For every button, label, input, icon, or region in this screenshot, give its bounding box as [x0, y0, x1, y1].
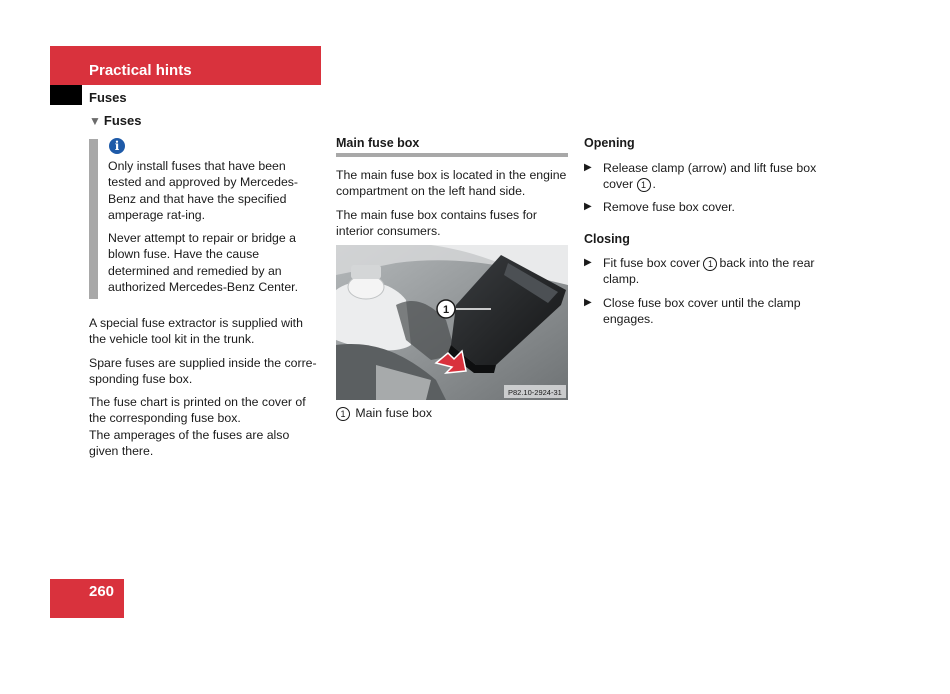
callout-number-badge: 1 — [336, 407, 350, 421]
step-text: Remove fuse box cover. — [603, 200, 735, 214]
step-text: Release clamp (arrow) and lift fuse box cover — [603, 161, 817, 192]
main-fuse-box-heading: Main fuse box — [336, 136, 420, 150]
instruction-step — [584, 160, 824, 193]
note-side-bar — [89, 139, 98, 299]
bullet-arrow-icon: ▶ — [584, 257, 592, 268]
engine-compartment-illustration — [336, 245, 568, 400]
photo-caption — [336, 405, 432, 421]
body-paragraph: A special fuse extractor is supplied with the vehicle tool kit in the trunk. — [89, 316, 303, 347]
bullet-arrow-icon: ▶ — [584, 201, 592, 212]
triangle-bullet-icon: ▼ — [89, 114, 101, 128]
note-paragraph: Only install fuses that have been tested and approved by Mercedes-Benz and that have the specified amperage rat-ing. — [108, 159, 299, 222]
photo-reference-code: P82.10-2924-31 — [508, 388, 562, 397]
fuse-chart-paragraph — [89, 394, 321, 459]
step-text: Fit fuse box cover — [603, 256, 701, 270]
note-paragraph: Never attempt to repair or bridge a blown fuse. Have the cause determined and remedied by an authorized Mercedes-Benz Center. — [108, 231, 299, 294]
body-paragraph: Spare fuses are supplied inside the corre-sponding fuse box. — [89, 356, 317, 387]
engine-compartment-photo — [336, 245, 568, 400]
callout-number-badge: 1 — [637, 178, 651, 192]
step-text-end: back into the rear clamp. — [603, 256, 815, 287]
topic-title — [89, 113, 141, 128]
page-number: 260 — [89, 583, 115, 600]
instruction-step — [584, 255, 824, 288]
body-paragraph: The main fuse box contains fuses for interior consumers. — [336, 208, 537, 239]
instruction-step — [584, 295, 824, 328]
photo-callout-number: 1 — [442, 304, 450, 316]
caption-text: Main fuse box — [355, 406, 432, 420]
instruction-step — [584, 199, 824, 215]
callout-number-badge: 1 — [703, 257, 717, 271]
subsection-title: Fuses — [89, 90, 127, 105]
section-title: Practical hints — [89, 62, 192, 79]
topic-title-text: Fuses — [103, 113, 142, 128]
closing-heading: Closing — [584, 232, 630, 246]
body-line: The amperages of the fuses are also given there. — [89, 427, 290, 458]
bullet-arrow-icon: ▶ — [584, 162, 592, 173]
step-text-end: . — [652, 177, 656, 192]
body-line: The fuse chart is printed on the cover of the corresponding fuse box. — [89, 395, 306, 426]
heading-rule — [336, 153, 568, 157]
section-tab-marker — [50, 85, 82, 105]
body-paragraph: The main fuse box is located in the engine compartment on the left hand side. — [336, 168, 567, 199]
bullet-arrow-icon: ▶ — [584, 297, 592, 308]
opening-heading: Opening — [584, 136, 635, 150]
step-text: Close fuse box cover until the clamp engages. — [603, 296, 801, 327]
info-icon: i — [109, 138, 125, 154]
